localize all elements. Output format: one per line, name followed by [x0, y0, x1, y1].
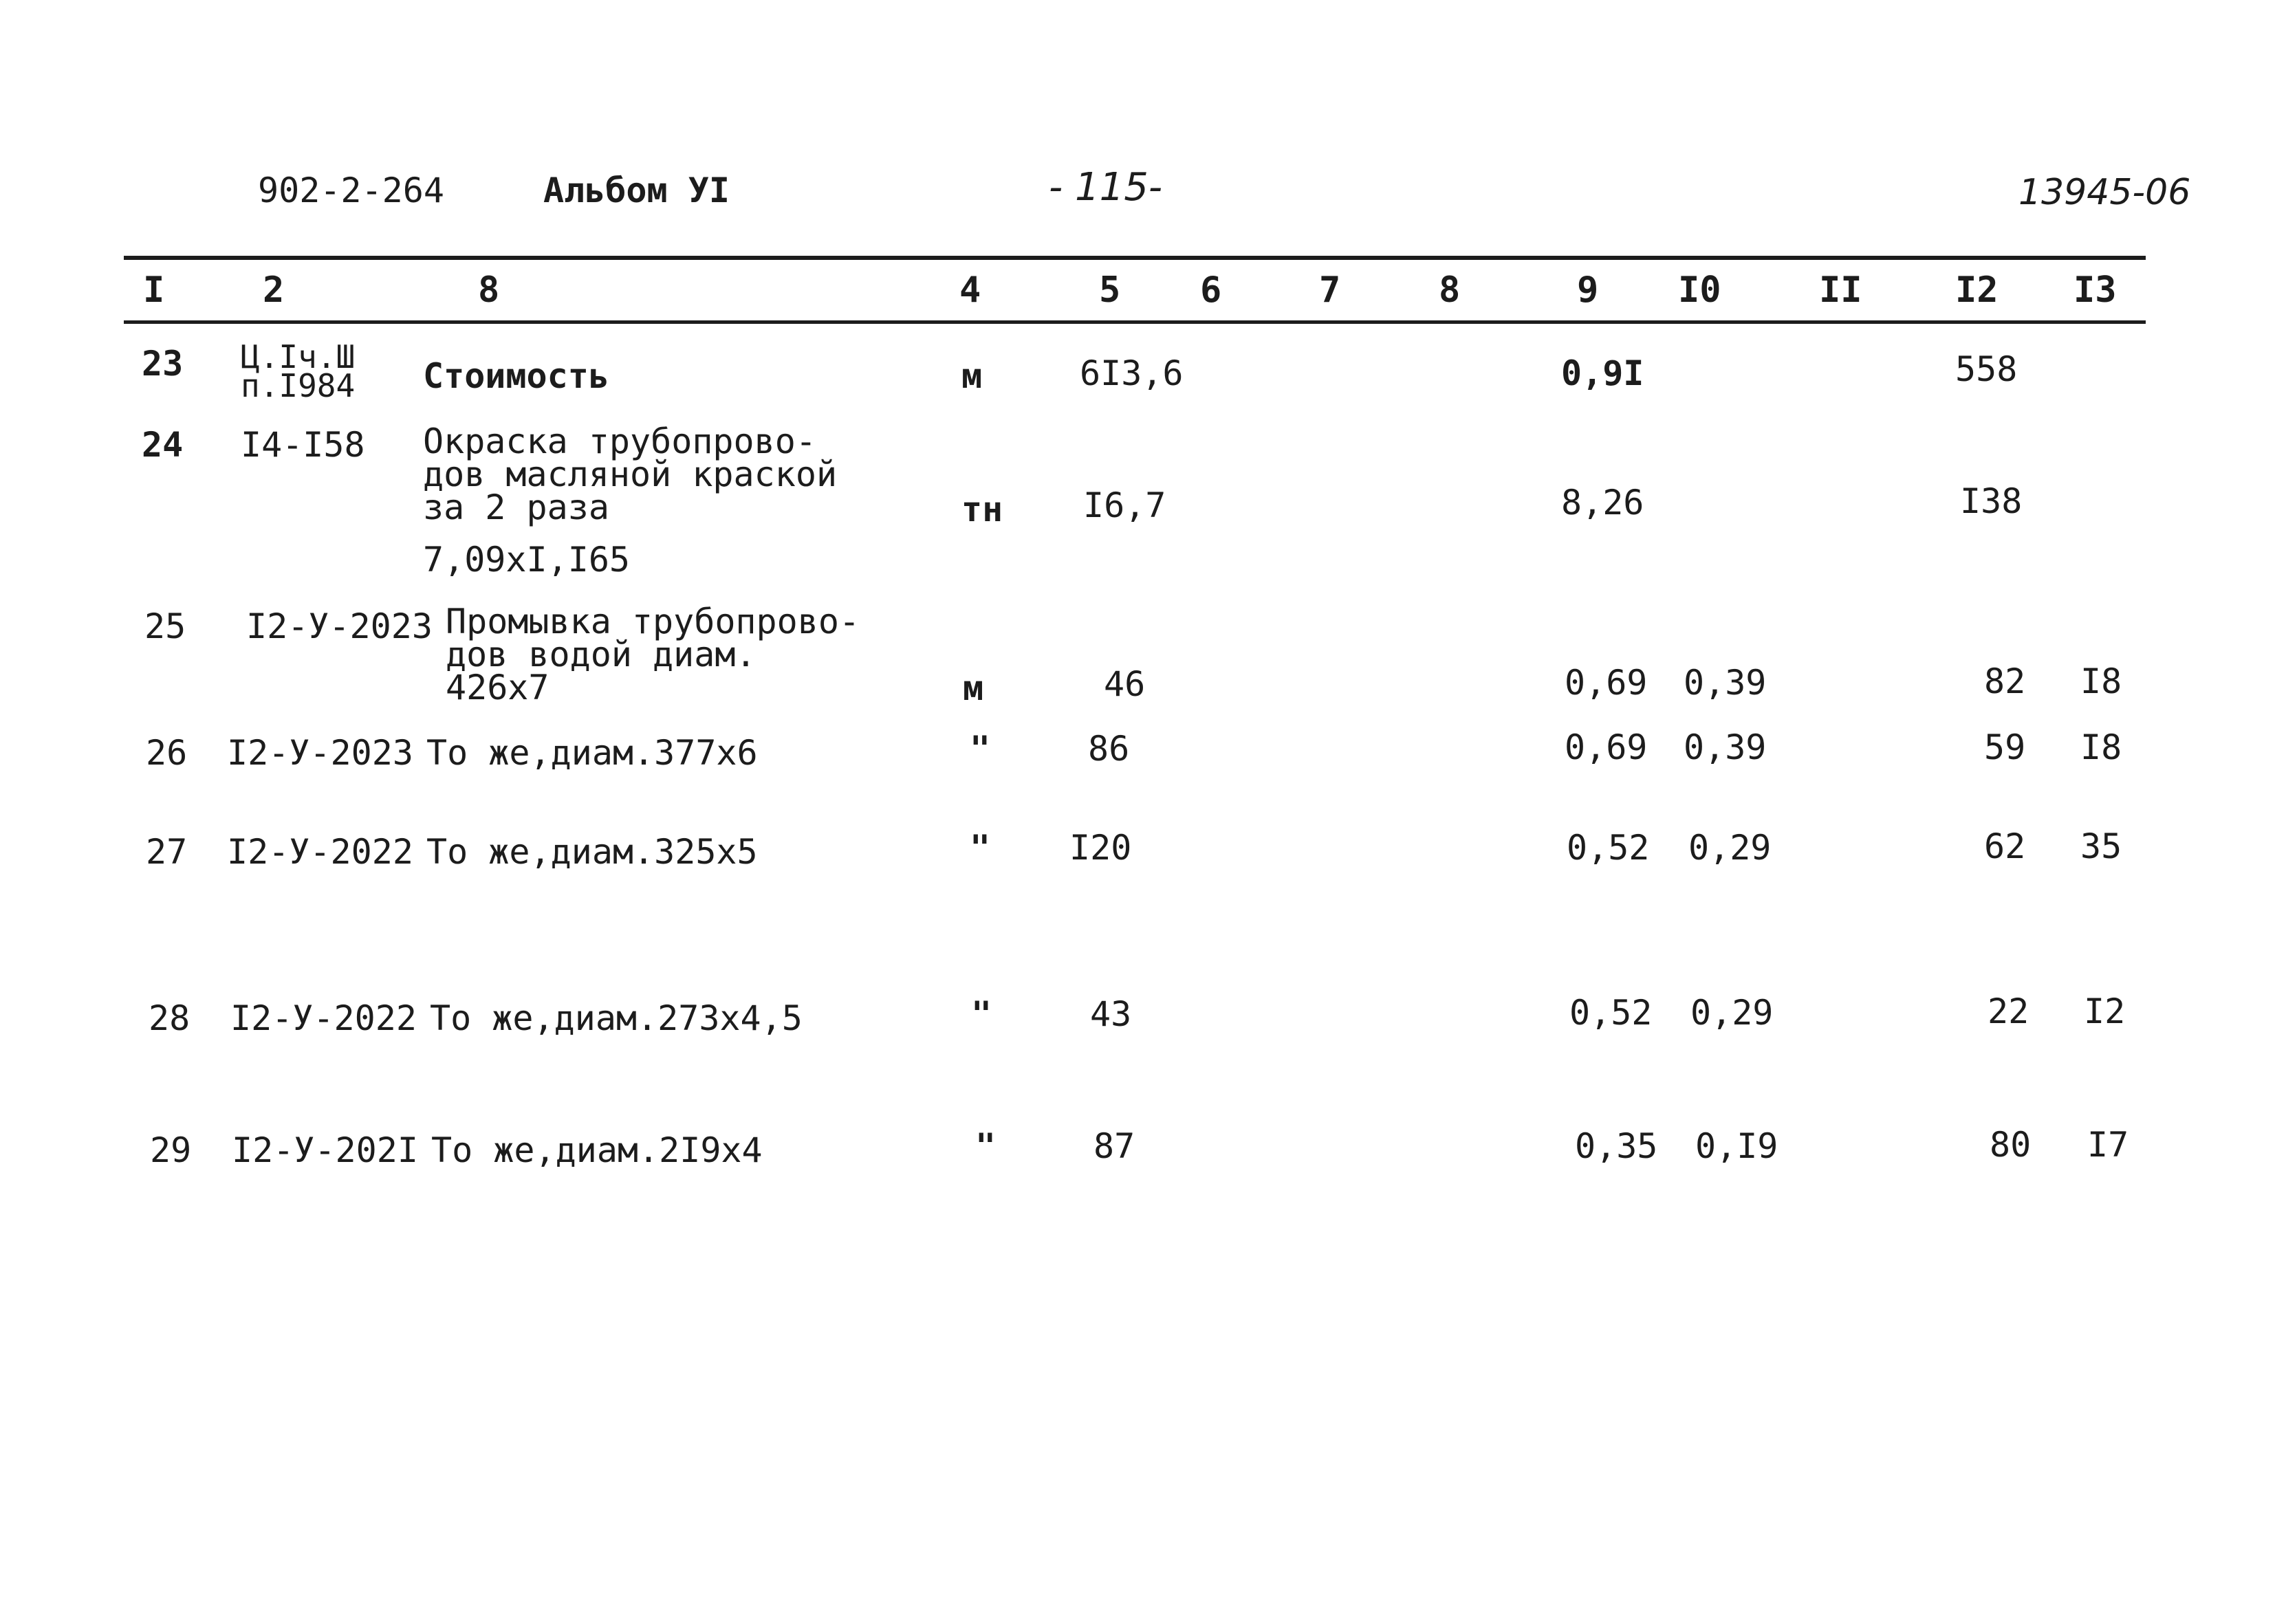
- col10-value: 0,39: [1684, 663, 1767, 703]
- norm-code: I2-У-2023: [246, 606, 433, 646]
- quantity: I20: [1069, 828, 1132, 868]
- col10-value: 0,29: [1688, 828, 1772, 868]
- column-header: I3: [2073, 270, 2117, 311]
- work-description: То же,диам.377x6: [426, 733, 758, 773]
- work-description: Промывка трубопрово- дов водой диам. 426x7: [446, 602, 860, 707]
- row-number: 23: [142, 344, 184, 384]
- unit: ": [975, 1126, 997, 1166]
- row-number: 24: [142, 425, 184, 465]
- row-number: 26: [146, 733, 188, 773]
- column-header: 9: [1577, 270, 1599, 311]
- column-header: 4: [959, 270, 981, 311]
- document-code: 902-2-264: [258, 171, 444, 210]
- unit: ": [970, 828, 991, 868]
- work-description: То же,диам.2I9x4: [431, 1130, 763, 1170]
- col9-value: 0,69: [1565, 727, 1648, 767]
- col12-value: 59: [1984, 727, 2026, 767]
- work-description: То же,диам.273x4,5: [430, 998, 803, 1038]
- column-header: 2: [263, 270, 285, 311]
- col13-value: 35: [2080, 826, 2122, 866]
- col9-value: 0,35: [1575, 1126, 1658, 1166]
- quantity: 6I3,6: [1080, 353, 1184, 393]
- col9-value: 0,52: [1567, 828, 1650, 868]
- unit: м: [963, 668, 984, 708]
- column-header: 8: [478, 270, 500, 311]
- column-header: 5: [1099, 270, 1121, 311]
- column-header: I: [143, 270, 165, 311]
- col13-value: I8: [2080, 727, 2122, 767]
- col10-value: 0,29: [1690, 993, 1774, 1033]
- quantity: 43: [1090, 994, 1132, 1034]
- col9-value: 0,69: [1565, 663, 1648, 703]
- calc-note: 7,09xI,I65: [423, 540, 631, 580]
- page-number: - 115-: [1049, 165, 1163, 210]
- table-top-rule: [124, 256, 2146, 260]
- row-number: 27: [146, 832, 188, 872]
- work-description: Стоимость: [423, 356, 609, 396]
- album-label: Альбом УI: [543, 171, 730, 210]
- norm-code: I2-У-2022: [227, 832, 413, 872]
- col13-value: I7: [2087, 1125, 2129, 1165]
- col12-value: 558: [1955, 349, 2018, 389]
- table-header-rule: [124, 320, 2146, 324]
- quantity: I6,7: [1083, 485, 1166, 525]
- norm-code: I4-I58: [241, 425, 365, 465]
- norm-code: Ц.Iч.Ш п.I984: [241, 338, 356, 404]
- column-header: 7: [1319, 270, 1341, 311]
- norm-code: I2-У-2022: [230, 998, 417, 1038]
- col9-value: 8,26: [1561, 483, 1644, 523]
- col13-value: I8: [2080, 661, 2122, 701]
- unit: м: [961, 356, 983, 396]
- col13-value: I2: [2084, 991, 2126, 1031]
- col9-value: 0,52: [1569, 993, 1653, 1033]
- row-number: 28: [149, 998, 191, 1038]
- col12-value: 22: [1988, 991, 2029, 1031]
- quantity: 87: [1093, 1126, 1135, 1166]
- sheet-id: 13945-06: [2018, 172, 2191, 213]
- quantity: 86: [1088, 729, 1130, 769]
- col12-value: 62: [1984, 826, 2026, 866]
- norm-code: I2-У-2023: [227, 733, 413, 773]
- row-number: 29: [150, 1130, 192, 1170]
- col12-value: 80: [1990, 1125, 2032, 1165]
- column-header: 8: [1439, 270, 1461, 311]
- column-header: I2: [1955, 270, 1999, 311]
- unit: тн: [961, 490, 1003, 529]
- col10-value: 0,39: [1684, 727, 1767, 767]
- quantity: 46: [1104, 664, 1146, 704]
- work-description: Окраска трубопрово- дов масляной краской за 2 раза: [423, 421, 838, 527]
- col12-value: I38: [1960, 481, 2023, 521]
- col10-value: 0,I9: [1695, 1126, 1778, 1166]
- norm-code: I2-У-202I: [232, 1130, 418, 1170]
- column-header: II: [1819, 270, 1862, 311]
- unit: ": [970, 729, 991, 769]
- column-header: 6: [1200, 270, 1222, 311]
- column-header: I0: [1678, 270, 1721, 311]
- col9-value: 0,9I: [1561, 353, 1644, 393]
- row-number: 25: [144, 606, 186, 646]
- work-description: То же,диам.325x5: [426, 832, 758, 872]
- col12-value: 82: [1984, 661, 2026, 701]
- unit: ": [971, 994, 992, 1034]
